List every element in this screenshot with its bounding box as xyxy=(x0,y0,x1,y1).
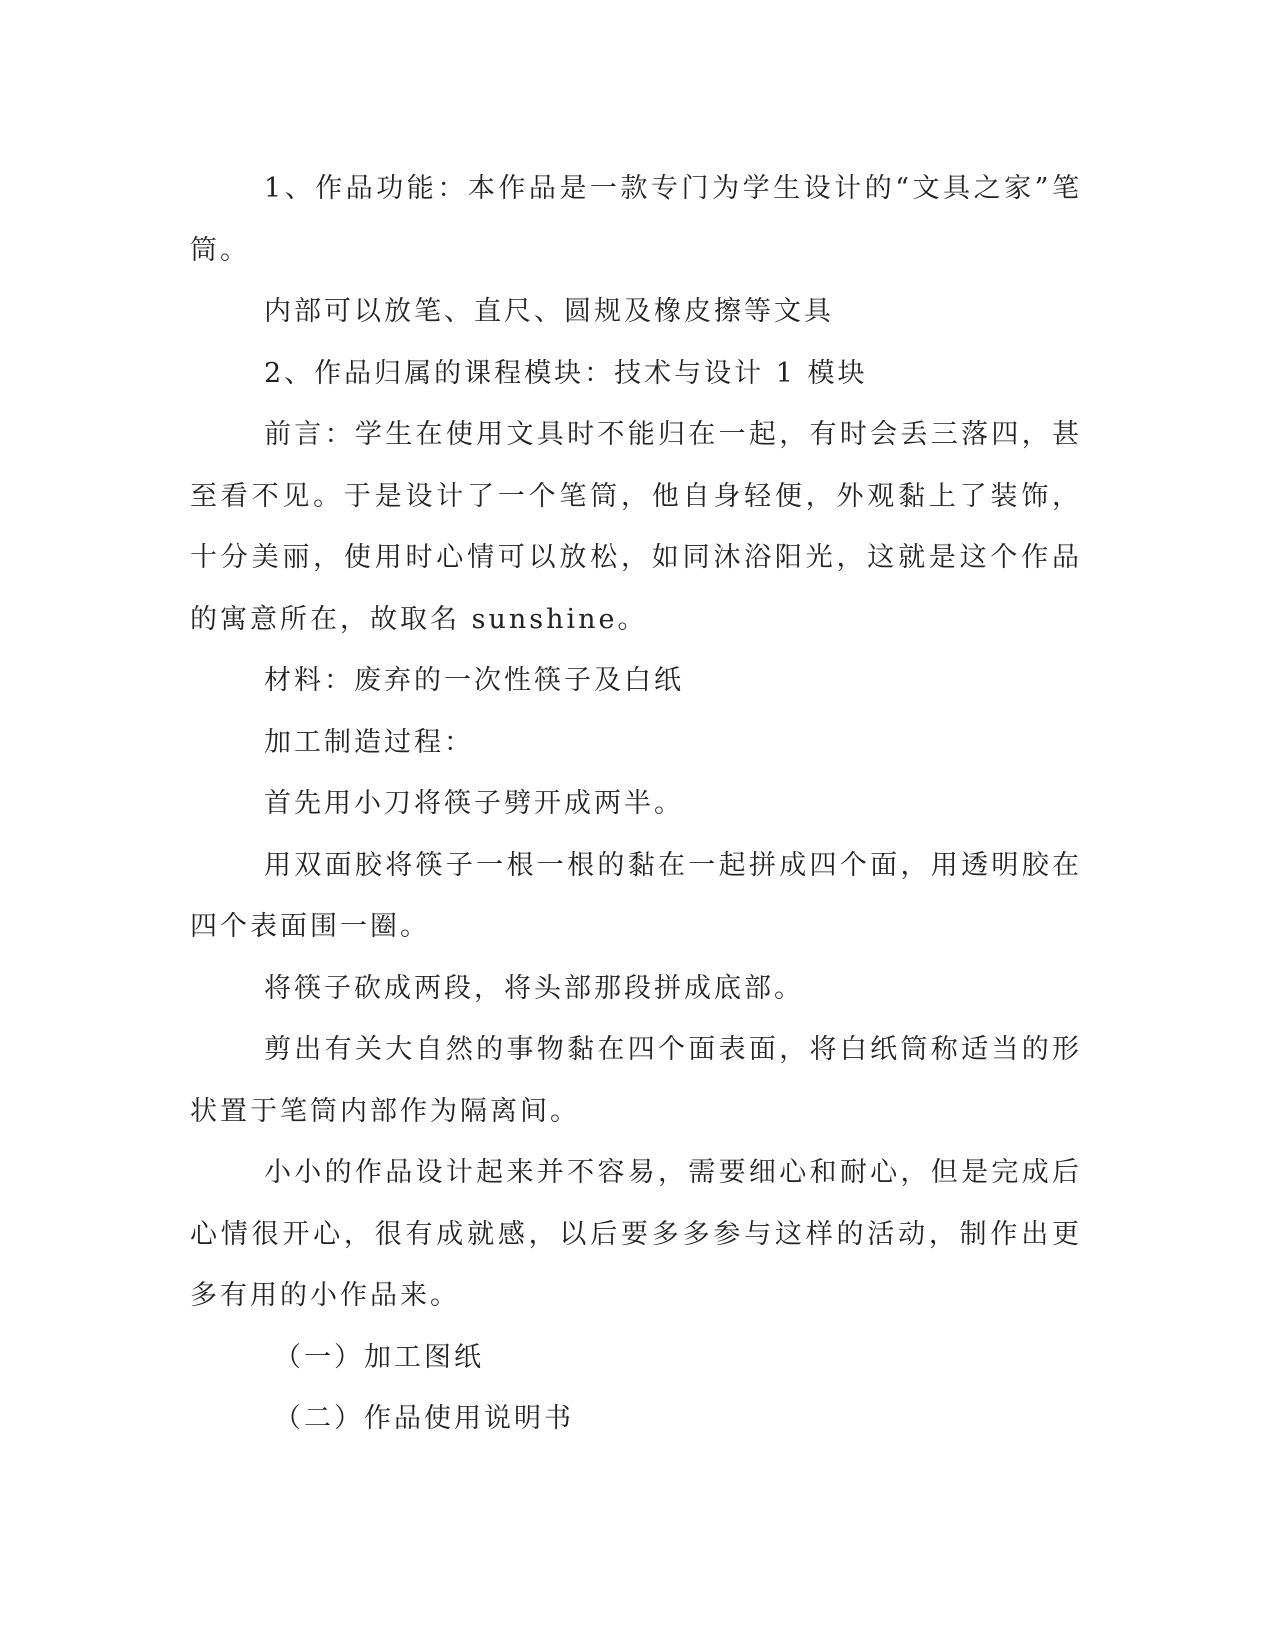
paragraph-function: 1、作品功能：本作品是一款专门为学生设计的“文具之家”笔筒。 xyxy=(190,173,1082,266)
paragraph-reflection: 小小的作品设计起来并不容易，需要细心和耐心，但是完成后心情很开心，很有成就感，以后要多多参与这样的活动，制作出更多有用的小作品来。 xyxy=(190,1157,1082,1311)
section-drawings: （一）加工图纸 xyxy=(274,1341,484,1373)
paragraph-process-heading: 加工制造过程： xyxy=(264,726,474,758)
paragraph-step-4: 剪出有关大自然的事物黏在四个面表面，将白纸筒称适当的形状置于笔筒内部作为隔离间。 xyxy=(190,1034,1082,1127)
paragraph-materials: 材料：废弃的一次性筷子及白纸 xyxy=(264,665,684,696)
paragraph-module: 2、作品归属的课程模块：技术与设计 1 模块 xyxy=(264,357,868,389)
paragraph-contents: 内部可以放笔、直尺、圆规及橡皮擦等文具 xyxy=(264,296,834,327)
paragraph-preface: 前言：学生在使用文具时不能归在一起，有时会丢三落四，甚至看不见。于是设计了一个笔筒，他自身轻便，外观黏上了装饰，十分美丽，使用时心情可以放松，如同沐浴阳光，这就是这个作品的寓意所在，故取名 sunshine。 xyxy=(190,419,1082,635)
paragraph-step-3: 将筷子砍成两段，将头部那段拼成底部。 xyxy=(264,972,804,1004)
document-body xyxy=(190,158,1082,1450)
section-manual: （二）作品使用说明书 xyxy=(274,1403,574,1434)
paragraph-step-1: 首先用小刀将筷子劈开成两半。 xyxy=(264,788,684,819)
paragraph-step-2: 用双面胶将筷子一根一根的黏在一起拼成四个面，用透明胶在四个表面围一圈。 xyxy=(190,849,1082,942)
